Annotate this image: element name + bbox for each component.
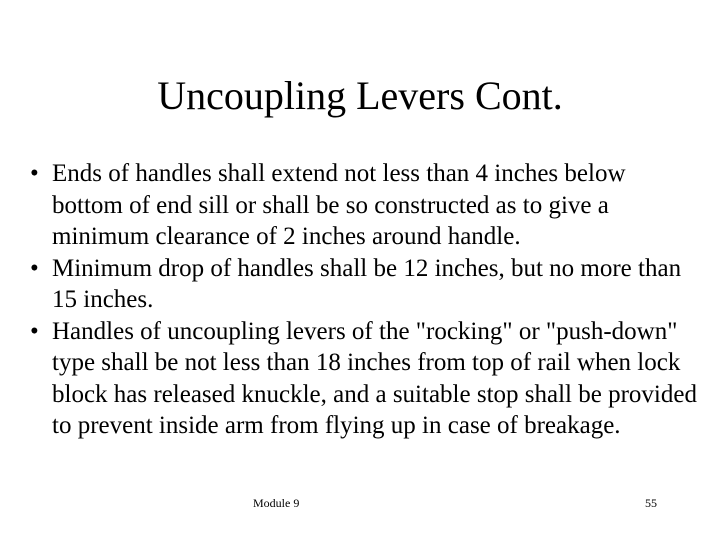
- slide-title: Uncoupling Levers Cont.: [157, 73, 563, 118]
- bullet-item: [30, 316, 702, 442]
- bullet-icon: •: [30, 254, 39, 282]
- bullet-list: [30, 158, 702, 442]
- bullet-icon: •: [30, 160, 39, 187]
- bullet-text: Handles of uncoupling levers of the "rocking" or "push-down" type shall be not less than 18 inches from top of rail when lock block has released knuckle, and a suitable stop shall be provided to prevent inside arm from flying up in case of breakage.: [52, 317, 697, 439]
- footer-module-label: Module 9: [253, 496, 300, 510]
- bullet-icon: •: [30, 317, 39, 345]
- bullet-item: [30, 253, 702, 316]
- bullet-item: [30, 158, 702, 253]
- footer-page-number: 55: [645, 496, 657, 510]
- bullet-text: Minimum drop of handles shall be 12 inches, but no more than 15 inches.: [52, 254, 682, 313]
- bullet-text: Ends of handles shall extend not less than 4 inches below bottom of end sill or shall be so constructed as to give a minimum clearance of 2 inches around handle.: [52, 160, 626, 250]
